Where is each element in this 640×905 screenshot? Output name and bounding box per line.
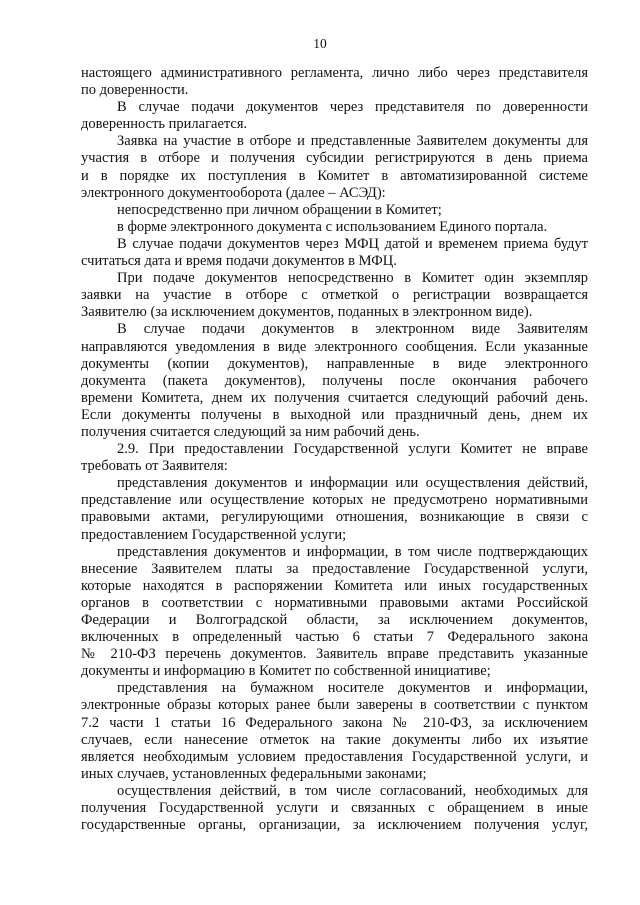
text-line: требовать от Заявителя: xyxy=(81,458,228,475)
text-line: настоящего административного регламента, лично либо через представителя xyxy=(81,65,588,81)
text-line: случаев, если нанесение отметок на такие документы либо их изъятие xyxy=(81,731,588,748)
text-line: участия в отборе и получения субсидии регистрируются в день приема xyxy=(81,150,588,167)
text-line: Если документы получены в выходной или праздничный день, днем их xyxy=(81,406,588,423)
text-line: документы (копии документов), направленные в виде электронного xyxy=(81,355,588,372)
text-line: № 210-ФЗ перечень документов. Заявитель вправе представить указанные xyxy=(81,646,588,663)
text-line: заявки на участие в отборе с отметкой о регистрации возвращается xyxy=(81,287,588,304)
text-line: получения считается следующий за ним рабочий день. xyxy=(81,423,420,440)
text-line: включенных в определенный частью 6 статьи 7 Федерального закона xyxy=(81,629,588,646)
text-line: по доверенности. xyxy=(81,82,189,99)
text-line: осуществления действий, в том числе согласований, необходимых для xyxy=(117,782,588,799)
text-line: Заявителю (за исключением документов, поданных в электронном виде). xyxy=(81,304,533,321)
text-line: и в порядке их поступления в Комитет в автоматизированной системе xyxy=(81,167,588,184)
text-line: направляются уведомления в виде электронного сообщения. Если указанные xyxy=(81,338,588,355)
text-line: Федерации и Волгоградской области, за исключением документов, xyxy=(81,612,588,628)
text-line: правовыми актами, регулирующими отношения, возникающие в связи с xyxy=(81,509,588,526)
text-line: представления документов и информации, в том числе подтверждающих xyxy=(117,543,588,560)
text-line: Заявка на участие в отборе и представленные Заявителем документы для xyxy=(117,133,588,150)
text-line: которые находятся в распоряжении Комитета или иных государственных xyxy=(81,577,588,594)
page-number: 10 xyxy=(313,36,327,51)
text-line: документы и информацию в Комитет по собственной инициативе; xyxy=(81,663,491,680)
text-line: В случае подачи документов в электронном виде Заявителям xyxy=(117,321,588,338)
text-line: доверенность прилагается. xyxy=(81,116,248,133)
text-line: документа (пакета документов), получены после окончания рабочего xyxy=(81,372,588,389)
text-line: предоставлением Государственной услуги; xyxy=(81,526,347,543)
text-line: представления документов и информации или осуществления действий, xyxy=(117,475,588,492)
text-line: иных случаев, установленных федеральными законами; xyxy=(81,765,427,782)
text-line: непосредственно при личном обращении в Комитет; xyxy=(117,201,442,218)
text-line: представления на бумажном носителе документов и информации, xyxy=(117,680,588,697)
text-line: органов в соответствии с нормативными правовыми актами Российской xyxy=(81,594,588,611)
text-line: представление или осуществление которых не предусмотрено нормативными xyxy=(81,492,588,509)
text-line: В случае подачи документов через МФЦ датой и временем приема будут xyxy=(117,235,588,252)
text-line: В случае подачи документов через представителя по доверенности xyxy=(117,99,588,116)
text-line: государственные органы, организации, за исключением получения услуг, xyxy=(81,817,588,834)
text-line: внесение Заявителем платы за предоставление Государственной услуги, xyxy=(81,560,588,577)
body-text xyxy=(81,65,588,834)
text-line: 7.2 части 1 статьи 16 Федерального закона № 210-ФЗ, за исключением xyxy=(81,714,588,731)
text-line: в форме электронного документа с использованием Единого портала. xyxy=(117,218,548,235)
text-line: электронные образы которых ранее были заверены в соответствии с пунктом xyxy=(81,697,588,714)
text-line: времени Комитета, днем их получения считается следующий рабочий день. xyxy=(81,389,588,406)
text-line: получения Государственной услуги и связанных с обращением в иные xyxy=(81,800,588,817)
text-line: электронного документооборота (далее – АСЭД): xyxy=(81,184,386,201)
text-line: считаться дата и время подачи документов в МФЦ. xyxy=(81,253,397,270)
text-line: 2.9. При предоставлении Государственной услуги Комитет не вправе xyxy=(117,441,588,458)
text-line: является необходимым условием предоставления Государственной услуги, и xyxy=(81,748,588,765)
text-line: При подаче документов непосредственно в Комитет один экземпляр xyxy=(117,270,588,287)
